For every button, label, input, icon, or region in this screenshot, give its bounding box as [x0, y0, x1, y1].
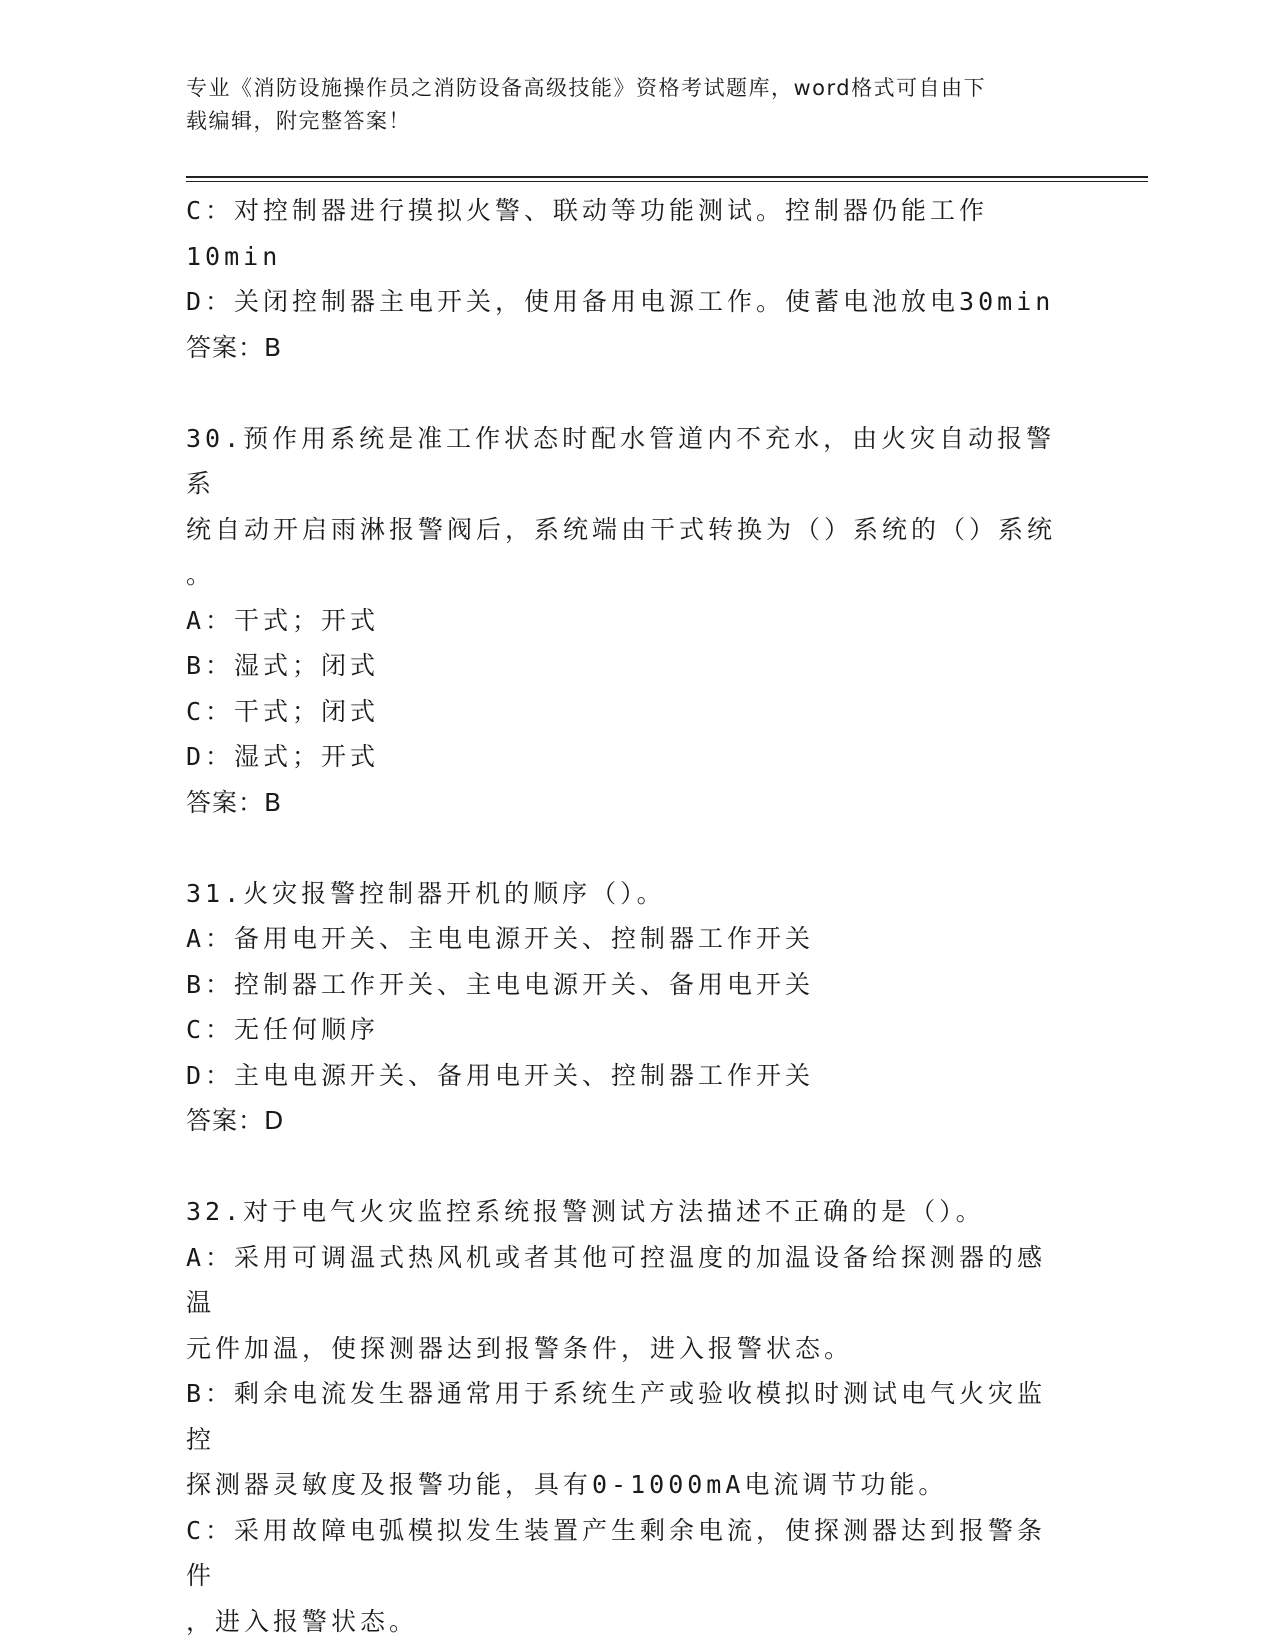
document-body	[186, 188, 1066, 1644]
q30-stem-line-3: 。	[186, 560, 216, 589]
prev-option-c: C：对控制器进行摸拟火警、联动等功能测试。控制器仍能工作10min	[186, 196, 989, 271]
spacer	[186, 825, 1066, 871]
q30-option-a: A：干式；开式	[186, 605, 380, 635]
q32-option-b-line-1: B：剩余电流发生器通常用于系统生产或验收模拟时测试电气火灾监控	[186, 1379, 1047, 1454]
q31-stem: 31.火灾报警控制器开机的顺序（）。	[186, 878, 666, 908]
q30-option-d: D：湿式；开式	[186, 742, 380, 771]
header-line-2: 载编辑，附完整答案！	[186, 109, 411, 133]
q30-option-b: B：湿式；闭式	[186, 651, 380, 680]
q32-option-a-line-1: A：采用可调温式热风机或者其他可控温度的加温设备给探测器的感温	[186, 1242, 1047, 1317]
header-line-1: 专业《消防设施操作员之消防设备高级技能》资格考试题库，word格式可自由下	[186, 76, 987, 100]
q32-option-c-line-1: C：采用故障电弧模拟发生装置产生剩余电流，使探测器达到报警条件	[186, 1515, 1047, 1590]
q31-option-b: B：控制器工作开关、主电电源开关、备用电开关	[186, 969, 815, 999]
q32-stem: 32.对于电气火灾监控系统报警测试方法描述不正确的是（）。	[186, 1197, 985, 1226]
q31-option-a: A：备用电开关、主电电源开关、控制器工作开关	[186, 924, 815, 953]
document-header	[186, 72, 1066, 138]
q31-option-c: C：无任何顺序	[186, 1015, 380, 1044]
spacer	[186, 1144, 1066, 1190]
prev-answer: 答案：B	[186, 332, 283, 362]
q31-option-d: D：主电电源开关、备用电开关、控制器工作开关	[186, 1060, 815, 1090]
prev-option-d: D：关闭控制器主电开关，使用备用电源工作。使蓄电池放电30min	[186, 287, 1055, 316]
q32-option-b-line-2: 探测器灵敏度及报警功能，具有0-1000mA电流调节功能。	[186, 1470, 948, 1499]
header-rule-thin	[186, 181, 1148, 182]
spacer	[186, 370, 1066, 416]
header-rule-thick	[186, 176, 1148, 178]
q32-option-a-line-2: 元件加温，使探测器达到报警条件，进入报警状态。	[186, 1333, 854, 1363]
q32-option-c-line-2: ，进入报警状态。	[186, 1606, 419, 1636]
q30-answer: 答案：B	[186, 787, 283, 817]
q30-option-c: C：干式；闭式	[186, 696, 380, 726]
q30-stem-line-2: 统自动开启雨淋报警阀后，系统端由干式转换为（）系统的（）系统	[186, 514, 1057, 544]
q31-answer: 答案：D	[186, 1106, 285, 1135]
q30-stem-line-1: 30.预作用系统是准工作状态时配水管道内不充水，由火灾自动报警系	[186, 423, 1056, 498]
